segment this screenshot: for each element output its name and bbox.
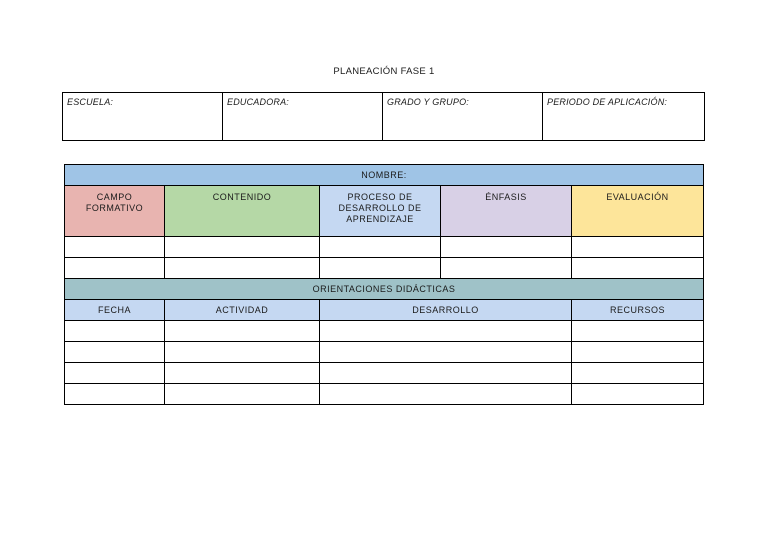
table-row <box>65 258 704 279</box>
table-cell[interactable] <box>65 363 165 384</box>
table-cell[interactable] <box>572 363 704 384</box>
table-cell[interactable] <box>320 342 572 363</box>
school-field[interactable]: ESCUELA: <box>63 93 223 141</box>
application-period-field[interactable]: PERIODO DE APLICACIÓN: <box>543 93 705 141</box>
planning-table <box>64 164 704 405</box>
orientaciones-band: ORIENTACIONES DIDÁCTICAS <box>65 279 704 300</box>
table-cell[interactable] <box>165 363 320 384</box>
table-row <box>65 237 704 258</box>
proceso-header: PROCESO DE DESARROLLO DE APRENDIZAJE <box>320 186 441 237</box>
table-cell[interactable] <box>320 258 441 279</box>
table-cell[interactable] <box>572 258 704 279</box>
table-cell[interactable] <box>441 258 572 279</box>
fecha-header: FECHA <box>65 300 165 321</box>
table-cell[interactable] <box>165 342 320 363</box>
table-cell[interactable] <box>320 363 572 384</box>
table-cell[interactable] <box>572 342 704 363</box>
recursos-header: RECURSOS <box>572 300 704 321</box>
table-row <box>65 363 704 384</box>
table-cell[interactable] <box>65 258 165 279</box>
table-cell[interactable] <box>165 321 320 342</box>
table-cell[interactable] <box>572 384 704 405</box>
table-cell[interactable] <box>441 237 572 258</box>
table-cell[interactable] <box>165 384 320 405</box>
actividad-header: ACTIVIDAD <box>165 300 320 321</box>
table-row <box>65 321 704 342</box>
desarrollo-header: DESARROLLO <box>320 300 572 321</box>
name-band[interactable]: NOMBRE: <box>65 165 704 186</box>
table-cell[interactable] <box>320 237 441 258</box>
table-cell[interactable] <box>65 342 165 363</box>
evaluacion-header: EVALUACIÓN <box>572 186 704 237</box>
table-row <box>65 342 704 363</box>
table-cell[interactable] <box>165 258 320 279</box>
table-cell[interactable] <box>65 237 165 258</box>
table-row <box>65 384 704 405</box>
table-cell[interactable] <box>65 384 165 405</box>
table-cell[interactable] <box>572 321 704 342</box>
table-cell[interactable] <box>320 321 572 342</box>
table-cell[interactable] <box>65 321 165 342</box>
enfasis-header: ÉNFASIS <box>441 186 572 237</box>
page-title: PLANEACIÓN FASE 1 <box>333 66 435 77</box>
teacher-field[interactable]: EDUCADORA: <box>223 93 383 141</box>
table-cell[interactable] <box>165 237 320 258</box>
grade-group-field[interactable]: GRADO Y GRUPO: <box>383 93 543 141</box>
header-info-table <box>62 92 705 141</box>
campo-formativo-header: CAMPO FORMATIVO <box>65 186 165 237</box>
contenido-header: CONTENIDO <box>165 186 320 237</box>
table-cell[interactable] <box>320 384 572 405</box>
table-cell[interactable] <box>572 237 704 258</box>
